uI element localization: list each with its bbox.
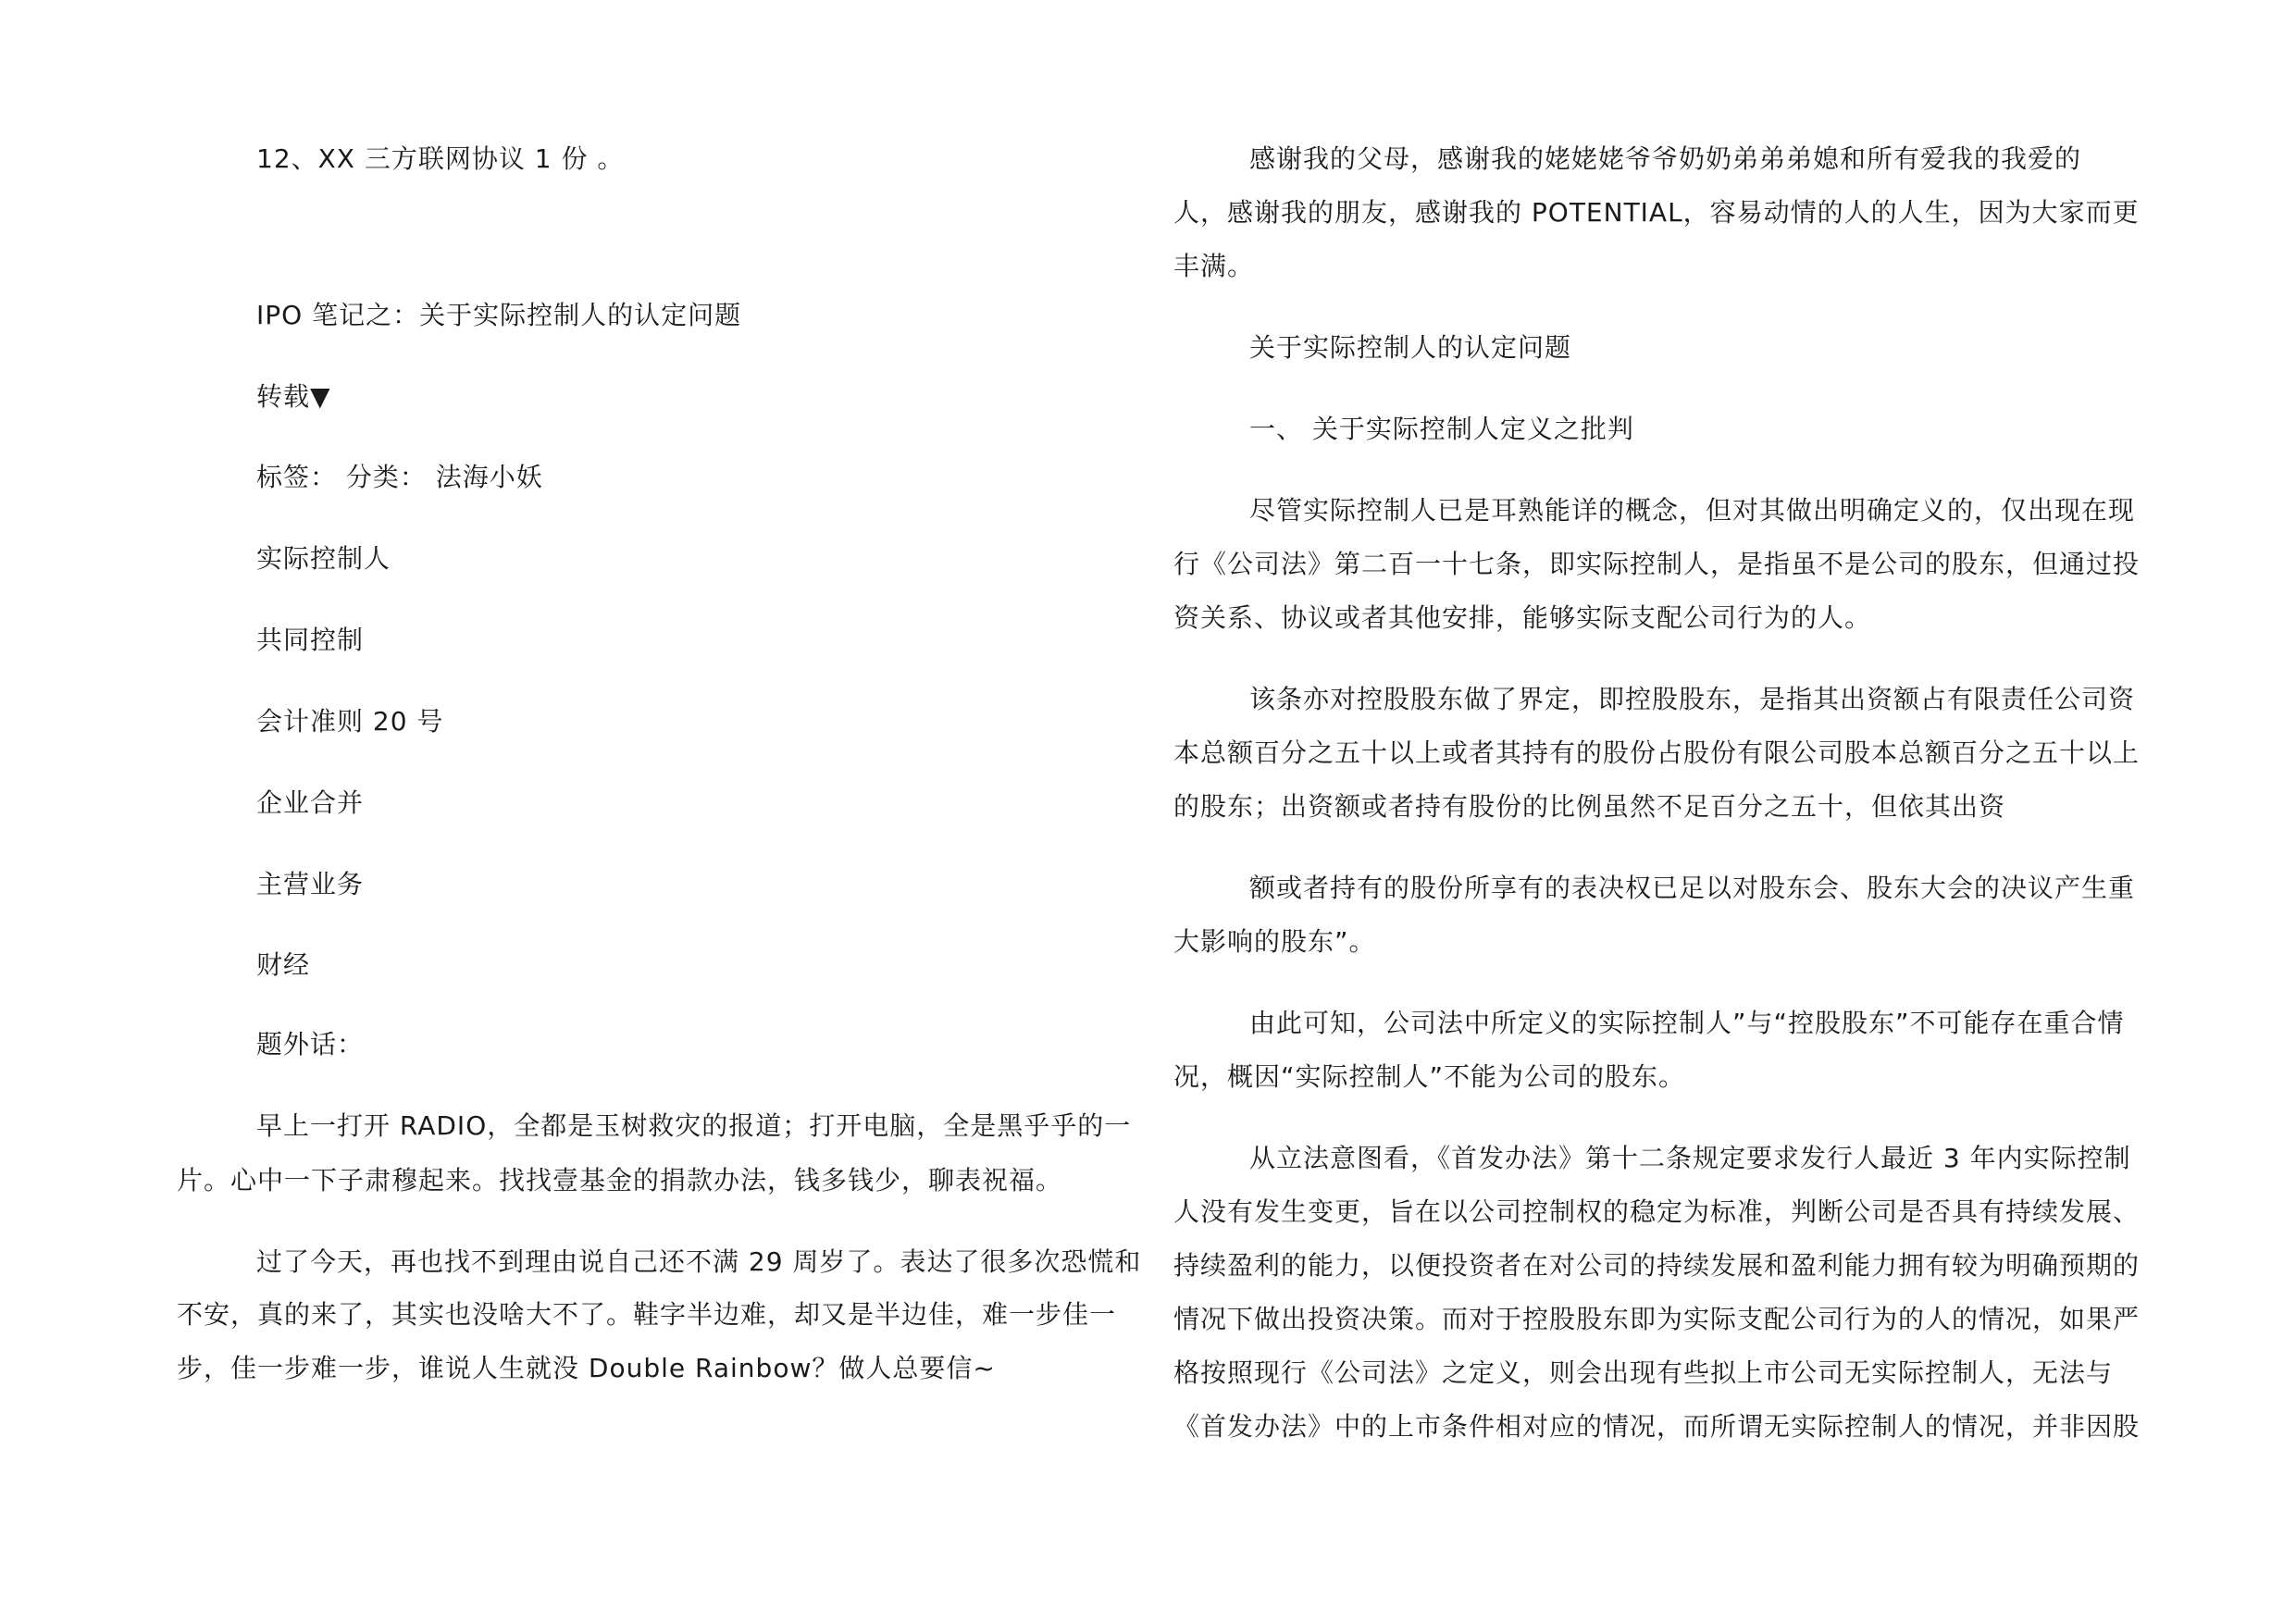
paragraph-line: 情况下做出投资决策。而对于控股股东即为实际支配公司行为的人的情况，如果严 [1173,1304,2141,1334]
paragraph-line: 感谢我的父母，感谢我的姥姥姥爷爷奶奶弟弟弟媳和所有爱我的我爱的 [1249,143,2082,174]
agreement-item-12: 12、XX 三方联网协议 1 份 。 [256,143,625,174]
paragraph-line: 由此可知，公司法中所定义的实际控制人”与“控股股东”不可能存在重合情 [1249,1008,2125,1038]
aside-label: 题外话： [256,1029,365,1059]
paragraph-line: 持续盈利的能力，以便投资者在对公司的持续发展和盈利能力拥有较为明确预期的 [1173,1250,2141,1281]
article-title: IPO 笔记之：关于实际控制人的认定问题 [256,300,742,330]
tag-item: 共同控制 [256,625,365,655]
paragraph-line: 片。心中一下子肃穆起来。找找壹基金的捐款办法，钱多钱少，聊表祝福。 [177,1165,1063,1196]
tags-category-line: 标签： 分类： 法海小妖 [256,462,543,492]
paragraph-line: 资关系、协议或者其他安排，能够实际支配公司行为的人。 [1173,602,1872,633]
tag-item: 财经 [256,949,311,980]
paragraph-line: 本总额百分之五十以上或者其持有的股份占股份有限公司股本总额百分之五十以上 [1173,737,2141,768]
paragraph-line: 的股东；出资额或者持有股份的比例虽然不足百分之五十，但依其出资 [1173,791,2006,822]
paragraph-line: 该条亦对控股股东做了界定，即控股股东，是指其出资额占有限责任公司资 [1249,684,2136,714]
paragraph-line: 从立法意图看，《首发办法》第十二条规定要求发行人最近 3 年内实际控制 [1249,1143,2131,1173]
paragraph-line: 过了今天，再也找不到理由说自己还不满 29 周岁了。表达了很多次恐慌和 [256,1246,1142,1277]
paragraph-line: 大影响的股东”。 [1173,926,1376,957]
section-heading: 关于实际控制人的认定问题 [1249,332,1572,363]
tag-item: 主营业务 [256,869,365,899]
subsection-heading: 一、 关于实际控制人定义之批判 [1249,414,1634,444]
paragraph-line: 丰满。 [1173,251,1255,281]
paragraph-line: 人，感谢我的朋友，感谢我的 POTENTIAL，容易动情的人的人生，因为大家而更 [1173,197,2140,228]
paragraph-line: 额或者持有的股份所享有的表决权已足以对股东会、股东大会的决议产生重 [1249,873,2136,903]
paragraph-line: 人没有发生变更，旨在以公司控制权的稳定为标准，判断公司是否具有持续发展、 [1173,1196,2141,1227]
paragraph-line: 况，概因“实际控制人”不能为公司的股东。 [1173,1061,1686,1092]
paragraph-line: 尽管实际控制人已是耳熟能详的概念，但对其做出明确定义的，仅出现在现 [1249,495,2136,526]
paragraph-line: 《首发办法》中的上市条件相对应的情况，而所谓无实际控制人的情况，并非因股 [1173,1411,2141,1442]
paragraph-line: 步，佳一步难一步，谁说人生就没 Double Rainbow？做人总要信~ [177,1353,996,1383]
tag-item: 实际控制人 [256,543,391,574]
tag-item: 会计准则 20 号 [256,706,444,737]
paragraph-line: 格按照现行《公司法》之定义，则会出现有些拟上市公司无实际控制人，无法与 [1173,1357,2114,1388]
repost-label: 转载▼ [256,381,331,412]
paragraph-line: 早上一打开 RADIO，全都是玉树救灾的报道；打开电脑，全是黑乎乎的一 [256,1110,1132,1141]
paragraph-line: 行《公司法》第二百一十七条，即实际控制人，是指虽不是公司的股东，但通过投 [1173,549,2141,579]
tag-item: 企业合并 [256,787,365,818]
paragraph-line: 不安，真的来了，其实也没啥大不了。鞋字半边难，却又是半边佳，难一步佳一 [177,1299,1117,1330]
